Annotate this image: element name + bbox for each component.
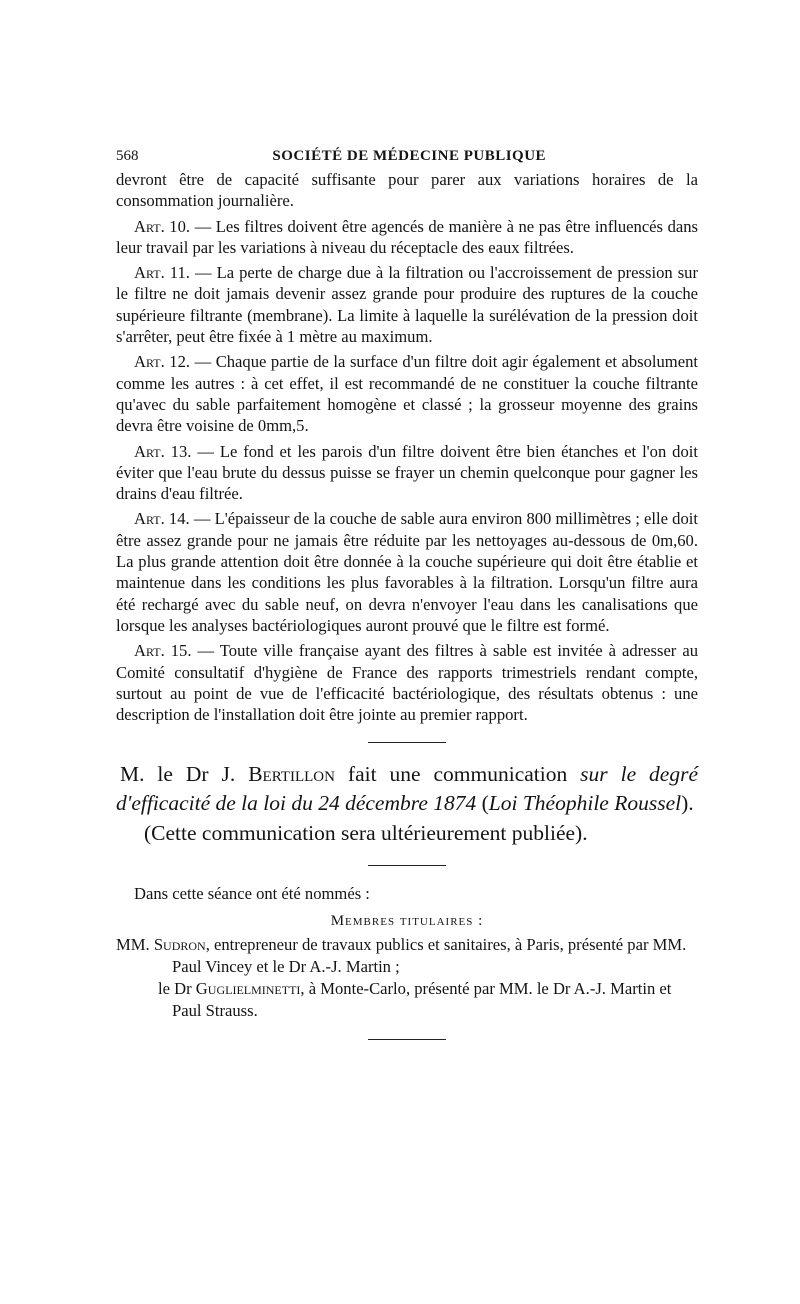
section-divider xyxy=(368,1039,446,1040)
running-title: SOCIÉTÉ DE MÉDECINE PUBLIQUE xyxy=(272,148,547,164)
article-label: Art. 11. xyxy=(134,263,190,283)
nominee-name: Guglielminetti xyxy=(195,979,301,999)
article-11 xyxy=(116,262,698,347)
communication-note: (Cette communication sera ultérieurement publiée). xyxy=(144,821,588,846)
section-divider xyxy=(368,742,446,743)
section-divider xyxy=(368,865,446,866)
article-12 xyxy=(116,351,698,436)
article-text: — Chaque partie de la surface d'un filtre doit agir également et absolument comme les autres : à cet effet, il est recommandé de ne constituer la couche filtrante qu'avec du sable parfaitement homogène et classé ; la grosseur moyenne des grains devra être voisine de 0mm,5. xyxy=(116,352,698,436)
article-text: — Le fond et les parois d'un filtre doivent être bien étanches et l'on doit éviter que l'eau brute du dessus puisse se frayer un chemin quelconque pour gagner les drains d'eau filtrée. xyxy=(116,441,698,504)
article-text: — La perte de charge due à la filtration ou l'accroissement de pression sur le filtre ne doit jamais devenir assez grande pour produire des ruptures de la couche supérieure filtrante (membrane). La limite à laquelle la surélévation de la pression doit s'arrêter, peut être fixée à 1 mètre au maximum. xyxy=(116,263,698,347)
article-label: Art. 12. xyxy=(134,352,191,372)
paragraph-continuation: devront être de capacité suffisante pour parer aux variations horaires de la consommation journalière. xyxy=(116,170,698,211)
article-14 xyxy=(116,508,698,636)
law-name: Loi Théophile Roussel xyxy=(488,791,682,816)
nominee-name: Sudron xyxy=(153,935,206,955)
article-label: Art. 13. xyxy=(134,441,192,461)
communication-announcement: M. le Dr J. Bertillon fait une communication sur le degré d'efficacité de la loi du 24 décembre 1874 (Loi Théophile Roussel). xyxy=(116,762,699,816)
nomination-entry: le Dr Guglielminetti, à Monte-Carlo, présenté par MM. le Dr A.-J. Martin et Paul Strauss. xyxy=(158,979,672,1021)
article-15 xyxy=(116,640,698,725)
page xyxy=(116,148,698,1057)
article-10 xyxy=(116,216,698,259)
article-label: Art. 14. xyxy=(134,509,190,529)
page-header xyxy=(116,148,698,165)
nomination-entry: MM. Sudron, entrepreneur de travaux publics et sanitaires, à Paris, présenté par MM. Paul Vincey et le Dr A.-J. Martin ; xyxy=(116,935,687,977)
article-text: — Les filtres doivent être agencés de manière à ne pas être influencés dans leur travail par les variations à niveau du réceptacle des eaux filtrées. xyxy=(116,216,698,257)
nominations-intro: Dans cette séance ont été nommés : xyxy=(134,884,370,904)
speaker-name: Bertillon xyxy=(248,762,335,787)
page-number: 568 xyxy=(116,148,139,164)
communication-subject: sur le degré d'efficacité de la loi du 24 décembre 1874 xyxy=(116,762,699,816)
nominations-heading: Membres titulaires : xyxy=(330,913,484,930)
article-text: — L'épaisseur de la couche de sable aura environ 800 millimètres ; elle doit être assez grande pour ne jamais être réduite par les nettoyages au-dessous de 0m,60. La plus grande attention doit être donnée à la couche supérieure qui doit être établie et maintenue dans les conditions les plus favorables à la filtration. Lorsqu'un filtre aura été rechargé avec du sable neuf, on devra n'envoyer l'eau dans les canalisations que lorsque les analyses bactériologiques auront prouvé que le filtre est formé. xyxy=(116,509,698,635)
article-label: Art. 15. xyxy=(134,641,192,661)
article-label: Art. 10. xyxy=(134,216,191,236)
article-text: — Toute ville française ayant des filtres à sable est invitée à adresser au Comité consultatif d'hygiène de France des rapports trimestriels rendant compte, surtout au point de vue de l'efficacité bactériologique, des résultats obtenus : une description de l'installation doit être jointe au premier rapport. xyxy=(116,641,698,725)
article-13 xyxy=(116,441,698,505)
